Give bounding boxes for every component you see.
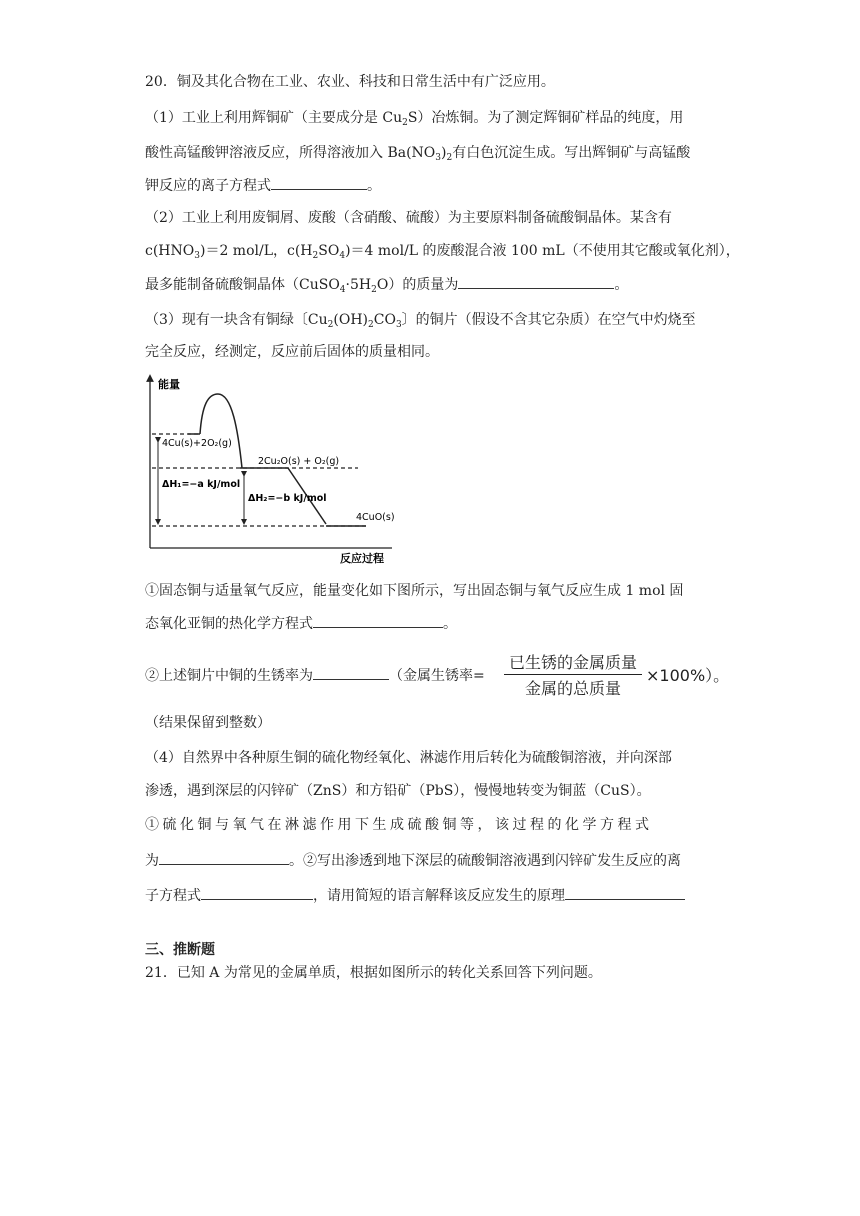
answer-blank-4[interactable] [313,665,389,680]
answer-blank-2[interactable] [458,274,614,289]
dh2-label: ΔH₂=−b kJ/mol [248,493,327,504]
q20-part1-line3: 钾反应的离子方程式 。 [145,175,381,196]
q20-part2-line2: $c(HNO_3)=2$ mol/L，$c(H_2SO_4)=4$ mol/L 的废酸混合液 100 mL（不使用其它酸或氧化剂）， [145,243,740,261]
answer-blank-5[interactable] [159,850,289,865]
section-heading: 三、推断题 [145,942,215,958]
answer-blank-7[interactable] [565,885,685,900]
answer-blank-1[interactable] [271,175,367,190]
q20-part3-line1: （3）现有一块含有铜绿〔$Cu_2(OH)_2CO_3$〕的铜片（假设不含其它杂质）在空气中灼烧至 [145,312,696,330]
y-axis-label: 能量 [158,378,180,391]
x-axis-label: 反应过程 [340,552,384,565]
q20-part1-line2: 酸性高锰酸钾溶液反应，所得溶液加入 $Ba(NO_3)_2$有白色沉淀生成。写出辉铜矿与高锰酸 [145,145,691,163]
dh1-label: ΔH₁=−a kJ/mol [162,479,241,490]
fraction-numerator: 已生锈的金属质量 [508,653,637,672]
q21-intro: 21．已知 A 为常见的金属单质，根据如图所示的转化关系回答下列问题。 [145,965,602,981]
answer-blank-6[interactable] [201,885,313,900]
q20-sub1-line1: ①固态铜与适量氧气反应，能量变化如下图所示，写出固态铜与氧气反应生成 1 mol 固 [145,583,684,599]
q20-part4-line3: ①硫化铜与氧气在淋滤作用下生成硫酸铜等，该过程的化学方程式 [145,817,653,833]
q20-part2-line3: 最多能制备硫酸铜晶体$(CuSO_4\cdot 5H_2O)$的质量为 。 [145,274,628,300]
q20-sub2-line: ②上述铜片中铜的生锈率为 （金属生锈率= [145,665,485,686]
activation-curve [200,394,242,468]
q20-part4-line2: 渗透，遇到深层的闪锌矿（ZnS）和方铅矿（PbS），慢慢地转变为铜蓝（CuS）。 [145,783,651,799]
q20-part2-line1: （2）工业上利用废铜屑、废酸（含硝酸、硫酸）为主要原料制备硫酸铜晶体。某含有 [145,210,672,226]
fraction-denominator: 金属的总质量 [524,679,621,698]
percent-tail: ×100%）。 [646,666,730,685]
q20-sub1-line2: 态氧化亚铜的热化学方程式 。 [145,613,457,634]
q20-part1-line1: （1）工业上利用辉铜矿（主要成分是 $Cu_2S$）冶炼铜。为了测定辉铜矿样品的纯度，用 [145,110,684,128]
state-2-label: 2Cu₂O(s) + O₂(g) [258,456,340,467]
rust-rate-fraction [498,650,648,700]
q20-part3-line2: 完全反应，经测定，反应前后固体的质量相同。 [145,344,439,360]
fraction-bar [504,674,642,675]
state-3-label: 4CuO(s) [356,512,395,523]
q20-part4-line4: 为 。②写出渗透到地下深层的硫酸铜溶液遇到闪锌矿发生反应的离 [145,850,681,871]
energy-diagram [140,370,400,570]
q20-intro: 20．铜及其化合物在工业、农业、科技和日常生活中有广泛应用。 [145,74,555,90]
answer-blank-3[interactable] [313,613,443,628]
q20-sub2-note: （结果保留到整数） [145,715,271,731]
state-1-label: 4Cu(s)+2O₂(g) [162,438,232,449]
q20-part4-line5: 子方程式 ，请用简短的语言解释该反应发生的原理 [145,885,685,906]
q20-part4-line1: （4）自然界中各种原生铜的硫化物经氧化、淋滤作用后转化为硫酸铜溶液，并向深部 [145,750,672,766]
